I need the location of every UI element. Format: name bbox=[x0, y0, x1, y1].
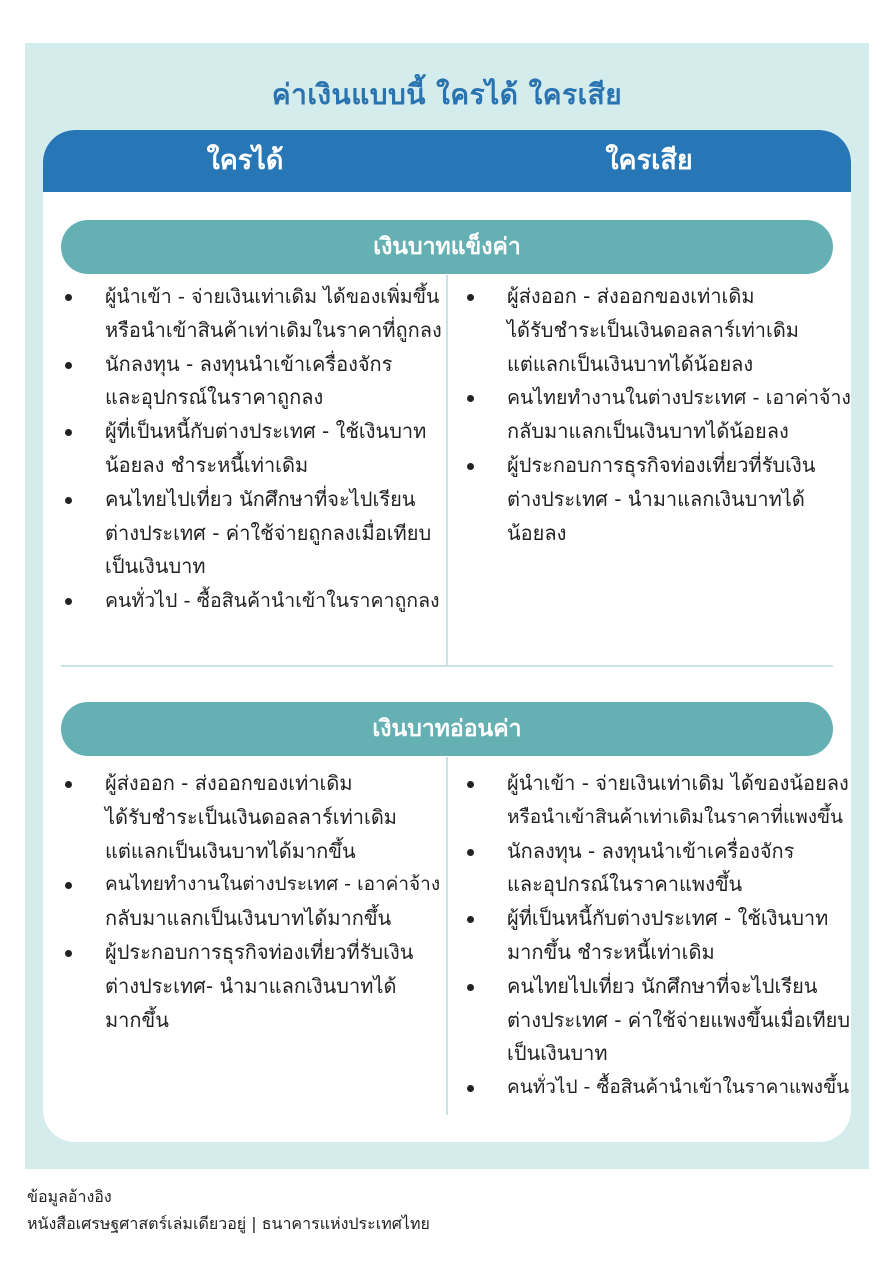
section-title-weak-baht: เงินบาทอ่อนค่า bbox=[61, 702, 833, 756]
source-text: หนังสือเศรษฐศาสตร์เล่มเดียวอยู่ | ธนาคารแห่งประเทศไทย bbox=[27, 1214, 430, 1233]
list-item: คนไทยไปเที่ยว นักศึกษาที่จะไปเรียน ต่างประเทศ - ค่าใช้จ่ายแพงขึ้นเมื่อเทียบ เป็นเงินบาท bbox=[467, 970, 851, 1071]
weak-baht-losers-list bbox=[467, 767, 851, 1105]
list-item: ผู้ประกอบการธุรกิจท่องเที่ยวที่รับเงิน ต่างประเทศ- นำมาแลกเงินบาทได้ มากขึ้น bbox=[65, 936, 445, 1037]
list-item: คนไทยทำงานในต่างประเทศ - เอาค่าจ้าง กลับมาแลกเป็นเงินบาทได้มากขึ้น bbox=[65, 868, 445, 936]
source-label: ข้อมูลอ้างอิง bbox=[27, 1187, 112, 1206]
header-losers: ใครเสีย bbox=[605, 145, 693, 176]
section-divider bbox=[61, 665, 833, 667]
list-item: คนไทยทำงานในต่างประเทศ - เอาค่าจ้าง กลับมาแลกเป็นเงินบาทได้น้อยลง bbox=[467, 381, 851, 449]
list-item: นักลงทุน - ลงทุนนำเข้าเครื่องจักร และอุปกรณ์ในราคาถูกลง bbox=[65, 348, 445, 416]
column-header bbox=[43, 130, 851, 192]
comparison-card bbox=[43, 130, 851, 1142]
list-item: ผู้ที่เป็นหนี้กับต่างประเทศ - ใช้เงินบาท น้อยลง ชำระหนี้เท่าเดิม bbox=[65, 415, 445, 483]
list-item: ผู้นำเข้า - จ่ายเงินเท่าเดิม ได้ของน้อยลง หรือนำเข้าสินค้าเท่าเดิมในราคาที่แพงขึ้น bbox=[467, 767, 851, 835]
list-item: ผู้ส่งออก - ส่งออกของเท่าเดิม ได้รับชำระเป็นเงินดอลลาร์เท่าเดิม แต่แลกเป็นเงินบาทได้มากขึ้น bbox=[65, 767, 445, 868]
strong-baht-winners-list bbox=[65, 280, 445, 618]
section-title-strong-baht: เงินบาทแข็งค่า bbox=[61, 220, 833, 274]
page-title: ค่าเงินแบบนี้ ใครได้ ใครเสีย bbox=[271, 78, 623, 111]
column-divider bbox=[446, 275, 448, 665]
column-divider bbox=[446, 757, 448, 1115]
list-item: คนทั่วไป - ซื้อสินค้านำเข้าในราคาแพงขึ้น bbox=[467, 1071, 851, 1105]
list-item: ผู้ส่งออก - ส่งออกของเท่าเดิม ได้รับชำระเป็นเงินดอลลาร์เท่าเดิม แต่แลกเป็นเงินบาทได้น้อยลง bbox=[467, 280, 851, 381]
header-winners: ใครได้ bbox=[206, 145, 284, 176]
list-item: คนทั่วไป - ซื้อสินค้านำเข้าในราคาถูกลง bbox=[65, 584, 445, 618]
list-item: นักลงทุน - ลงทุนนำเข้าเครื่องจักร และอุปกรณ์ในราคาแพงขึ้น bbox=[467, 835, 851, 903]
weak-baht-winners-list bbox=[65, 767, 445, 1037]
list-item: คนไทยไปเที่ยว นักศึกษาที่จะไปเรียน ต่างประเทศ - ค่าใช้จ่ายถูกลงเมื่อเทียบ เป็นเงินบาท bbox=[65, 483, 445, 584]
strong-baht-losers-list bbox=[467, 280, 851, 550]
infographic-panel bbox=[25, 43, 869, 1169]
list-item: ผู้นำเข้า - จ่ายเงินเท่าเดิม ได้ของเพิ่มขึ้น หรือนำเข้าสินค้าเท่าเดิมในราคาที่ถูกลง bbox=[65, 280, 445, 348]
list-item: ผู้ที่เป็นหนี้กับต่างประเทศ - ใช้เงินบาท มากขึ้น ชำระหนี้เท่าเดิม bbox=[467, 902, 851, 970]
list-item: ผู้ประกอบการธุรกิจท่องเที่ยวที่รับเงิน ต่างประเทศ - นำมาแลกเงินบาทได้ น้อยลง bbox=[467, 449, 851, 550]
source-note bbox=[27, 1183, 430, 1237]
